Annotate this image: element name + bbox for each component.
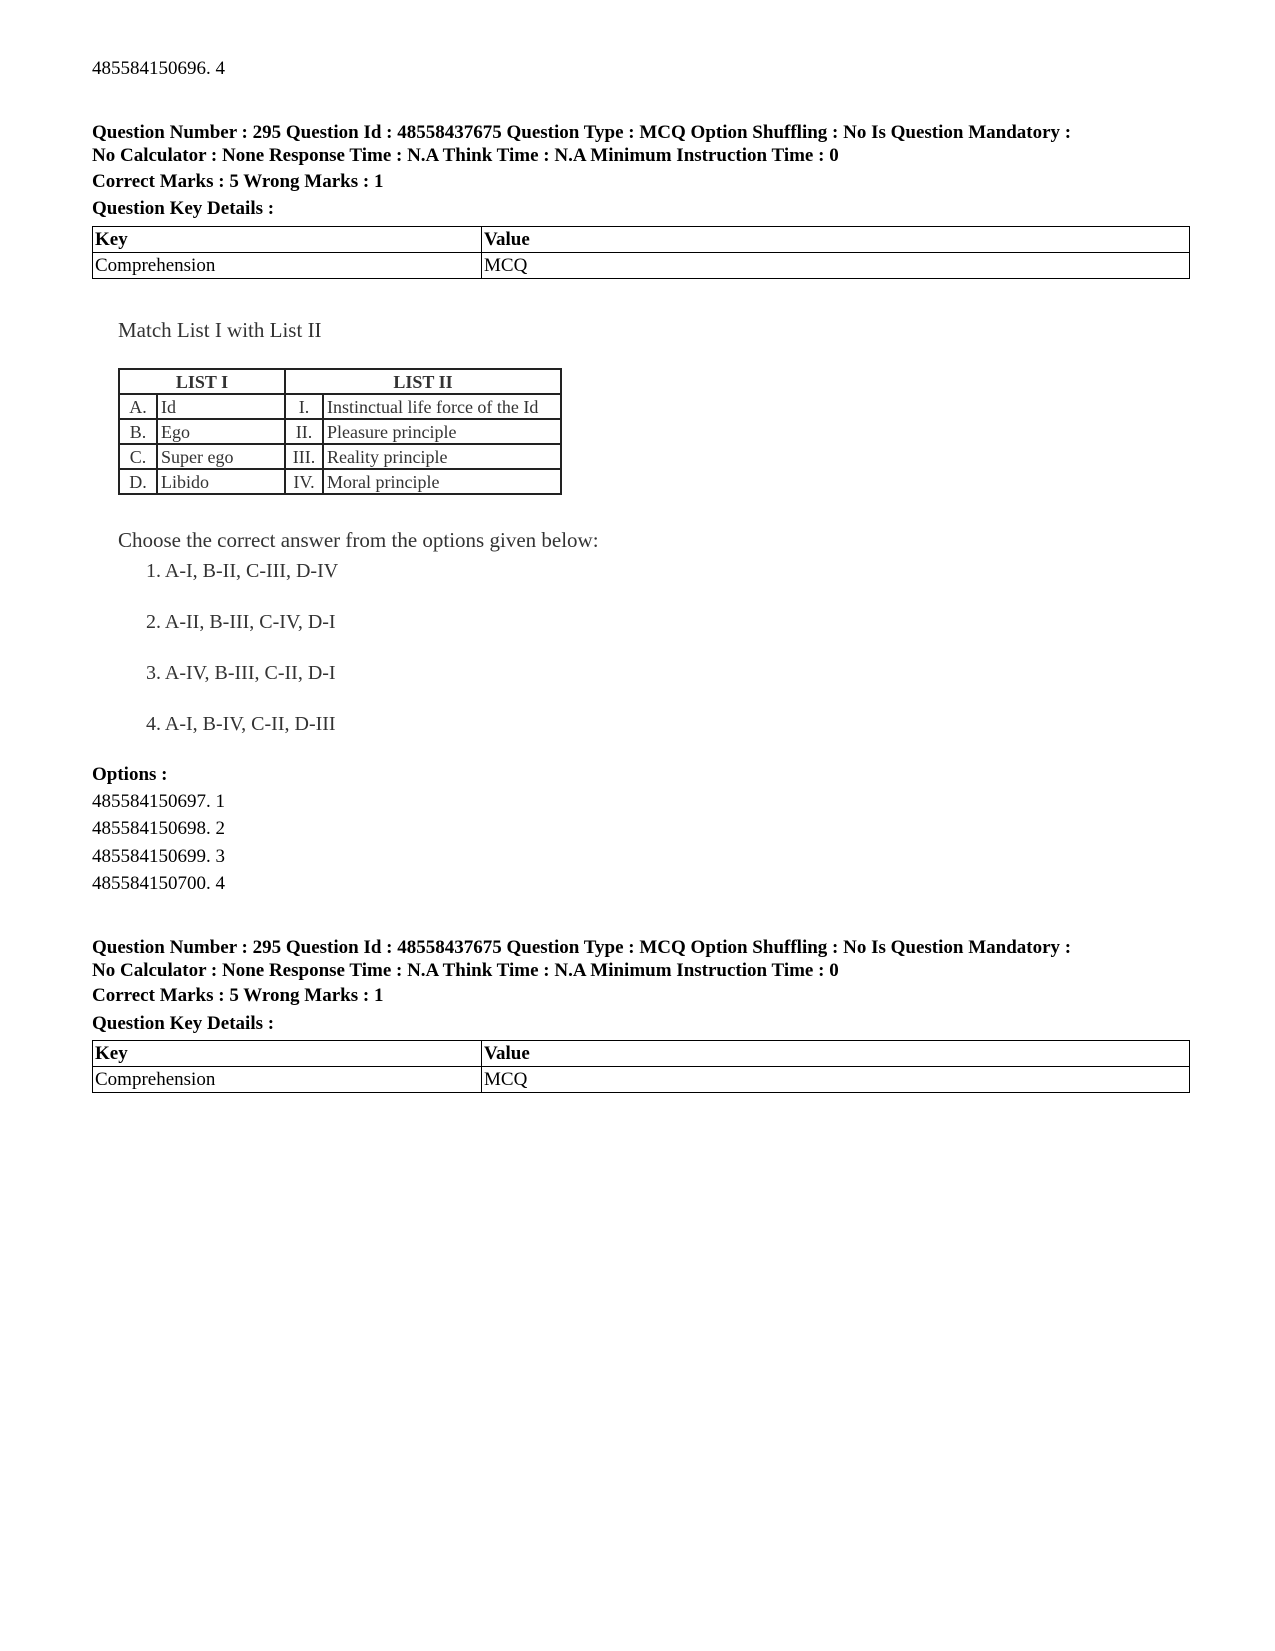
table-header-key: Key	[93, 1041, 482, 1067]
list1-label: C.	[119, 444, 157, 469]
list1-header: LIST I	[119, 369, 285, 394]
table-cell-value: MCQ	[482, 1067, 1190, 1093]
list1-label: D.	[119, 469, 157, 494]
answer-choice: 4. A-I, B-IV, C-II, D-III	[146, 713, 336, 735]
previous-option-text: 485584150696. 4	[92, 58, 225, 79]
list1-label: B.	[119, 419, 157, 444]
table-header-key: Key	[93, 227, 482, 253]
table-cell-key: Comprehension	[93, 253, 482, 279]
marks-text: Correct Marks : 5 Wrong Marks : 1	[92, 171, 384, 192]
option-item: 485584150700. 4	[92, 873, 225, 894]
option-item: 485584150698. 2	[92, 818, 225, 839]
list2-label: III.	[285, 444, 323, 469]
table-row	[119, 419, 561, 444]
options-label: Options :	[92, 764, 168, 785]
key-details-table	[92, 226, 1190, 279]
question-header-line2: No Calculator : None Response Time : N.A Think Time : N.A Minimum Instruction Time : 0	[92, 960, 839, 981]
choose-instruction: Choose the correct answer from the options given below:	[118, 528, 599, 552]
table-row	[93, 1067, 1190, 1093]
list1-value: Ego	[157, 419, 285, 444]
list1-label: A.	[119, 394, 157, 419]
list2-value: Instinctual life force of the Id	[323, 394, 561, 419]
key-details-label: Question Key Details :	[92, 198, 275, 219]
question-header-line1: Question Number : 295 Question Id : 48558437675 Question Type : MCQ Option Shuffling : No Is Question Mandatory :	[92, 937, 1072, 958]
list2-value: Reality principle	[323, 444, 561, 469]
match-lists-table	[118, 368, 562, 495]
table-row	[93, 1041, 1190, 1067]
table-row	[93, 253, 1190, 279]
marks-text: Correct Marks : 5 Wrong Marks : 1	[92, 985, 384, 1006]
list1-value: Super ego	[157, 444, 285, 469]
table-row	[119, 394, 561, 419]
answer-choice: 2. A-II, B-III, C-IV, D-I	[146, 611, 336, 633]
option-item: 485584150699. 3	[92, 846, 225, 867]
list2-value: Moral principle	[323, 469, 561, 494]
answer-choice: 3. A-IV, B-III, C-II, D-I	[146, 662, 336, 684]
list2-label: I.	[285, 394, 323, 419]
table-cell-key: Comprehension	[93, 1067, 482, 1093]
question-header	[92, 121, 1212, 167]
table-cell-value: MCQ	[482, 253, 1190, 279]
table-row	[119, 444, 561, 469]
question-instruction: Match List I with List II	[118, 318, 322, 342]
list2-label: II.	[285, 419, 323, 444]
list2-header: LIST II	[285, 369, 561, 394]
question-header	[92, 936, 1212, 982]
question-header-line2: No Calculator : None Response Time : N.A Think Time : N.A Minimum Instruction Time : 0	[92, 145, 839, 166]
list2-value: Pleasure principle	[323, 419, 561, 444]
key-details-label: Question Key Details :	[92, 1013, 275, 1034]
answer-choice: 1. A-I, B-II, C-III, D-IV	[146, 560, 339, 582]
list1-value: Libido	[157, 469, 285, 494]
list1-value: Id	[157, 394, 285, 419]
key-details-table	[92, 1040, 1190, 1093]
table-header-value: Value	[482, 1041, 1190, 1067]
table-row	[119, 469, 561, 494]
list2-label: IV.	[285, 469, 323, 494]
table-header-value: Value	[482, 227, 1190, 253]
table-row	[93, 227, 1190, 253]
table-row	[119, 369, 561, 394]
option-item: 485584150697. 1	[92, 791, 225, 812]
question-header-line1: Question Number : 295 Question Id : 48558437675 Question Type : MCQ Option Shuffling : No Is Question Mandatory :	[92, 122, 1072, 143]
